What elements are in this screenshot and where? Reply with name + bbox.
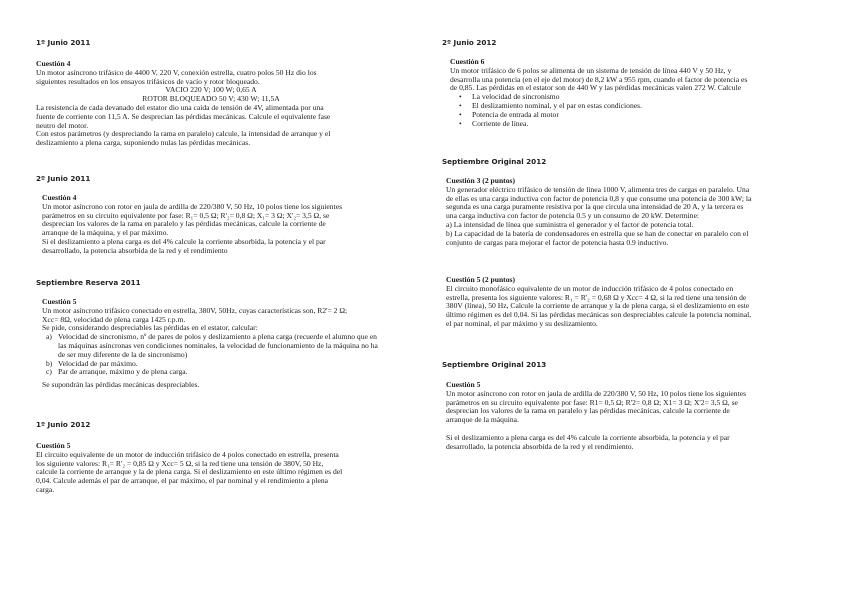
text-line: conjunto de cargas para mejorar el factor de potencia hasta 0.9 inductivo. <box>446 237 669 247</box>
question-title: Cuestión 6 <box>450 57 485 66</box>
text-line: de ellas es una carga inductiva con factor de potencia 0,8 y que consume una potencia de 300 kW; la <box>446 193 752 203</box>
text-line: siguientes resultados en los ensayos trifásicos de vacío y rotor bloqueado. <box>36 76 260 86</box>
problem-block <box>36 442 386 495</box>
text-line: Un motor trifásico de 6 polos se alimenta de un sistema de tensión de línea 440 V y 50 Hz, y <box>450 65 732 75</box>
question-title: Cuestión 5 <box>446 380 481 389</box>
question-title: Cuestión 5 <box>42 297 77 306</box>
question-title: Cuestión 5 <box>36 441 71 450</box>
text-line: parámetros en su circuito equivalente por fase: R1= 0,5 Ω; R'2= 0,8 Ω; X1= 3 Ω; X'2= 3,5 Ω, se <box>446 397 738 407</box>
text-line: Si el deslizamiento a plena carga es del 4% calcule la corriente absorbida, la potencia y el par <box>446 432 730 442</box>
section-heading: 2º Junio 2011 <box>36 174 91 183</box>
test-data-line: ROTOR BLOQUEADO 50 V; 430 W; 11,5A <box>142 94 280 104</box>
text-line: Un generador eléctrico trifásico de tensión de línea 1000 V, alimenta tres de cargas en paralelo. Una <box>446 184 750 194</box>
text-line: neutro del motor. <box>36 120 89 130</box>
problem-block <box>42 298 382 390</box>
section-heading: Septiembre Reserva 2011 <box>36 278 141 287</box>
text-line: desprecian los valores de la rama en paralelo y las pérdidas mecánicas, calcule la corriente de <box>446 406 730 416</box>
text-line: Un motor asíncrono trifásico conectado en estrella, 380V, 50Hz, cuyas características son, R2'= 2 Ω; <box>42 305 348 315</box>
text-line: último régimen es del 0,04. Si las pérdidas mecánicas son despreciables calcule la potencia nominal, <box>446 310 752 320</box>
test-data-line: VACIO 220 V; 100 W; 0,65 A <box>165 85 257 95</box>
list-item: c) Par de arranque, máximo y de plena carga. <box>46 367 188 377</box>
problem-block <box>446 177 812 247</box>
text-line: 0,04. Calcule además el par de arranque, el par máximo, el par nominal y el rendimiento a plena <box>36 476 329 486</box>
text-line: desarrollado, la potencia absorbida de la red y el rendimiento. <box>446 441 634 451</box>
text-line: El circuito equivalente de un motor de inducción trifásico de 4 polos conectado en estrella, presenta <box>36 449 339 459</box>
text-line: Si el deslizamiento a plena carga es del 4% calcule la corriente absorbida, la potencia y el par <box>42 236 326 246</box>
problem-block <box>42 194 382 256</box>
problem-block <box>446 381 812 452</box>
section-heading: 1º Junio 2012 <box>36 420 91 429</box>
list-item: a) Velocidad de sincronismo, nº de pares de polos y deslizamiento a plena carga (recuerde el alumno que en las máquinas asíncronas ven condiciones nominales, la velocidad de funcionamiento de la máquina no ha de ser muy diferente de la de sincronismo) <box>46 332 378 359</box>
question-title: Cuestión 5 (2 puntos) <box>446 275 515 284</box>
text-line: Un motor asíncrono trifásico de 4400 V, 220 V, conexión estrella, cuatro polos 50 Hz dio los <box>36 67 317 77</box>
text-line: fuente de corriente con 11,5 A. Se desprecian las pérdidas mecánicas. Calcule el equivalente fase <box>36 111 331 121</box>
question-title: Cuestión 4 <box>36 59 71 68</box>
text-line: La resistencia de cada devanado del estator dio una caída de tensión de 4V, alimentada por una <box>36 102 324 112</box>
list-item: • La velocidad de sincronismo <box>472 93 812 102</box>
bullet-list <box>450 93 812 128</box>
section-heading: Septiembre Original 2012 <box>442 157 547 166</box>
question-items <box>42 333 382 377</box>
text-line: arranque de la máquina. <box>446 415 519 425</box>
text-line: b) La capacidad de la batería de condensadores en estrella que se han de conectar en paralelo con el <box>446 228 749 238</box>
list-item: • Potencia de entrada al motor <box>472 111 812 120</box>
text-line: Xcc= 8Ω, velocidad de plena carga 1425 r.p.m. <box>42 314 186 324</box>
text-line: desarrollado, la potencia absorbida de la red y el rendimiento <box>42 245 228 255</box>
text-line: segunda es una carga puramente resistiva por la que circula una intensidad de 20 A, y la tercera es <box>446 202 744 212</box>
list-item: b) Velocidad de par máximo. <box>46 358 138 368</box>
text-line: carga. <box>36 484 55 494</box>
text-line: de 0,85. Las pérdidas en el estator son de 440 W y las pérdidas mecánicas valen 272 W. Calcule <box>450 83 741 93</box>
text-line: el par nominal, el par máximo y su deslizamiento. <box>446 318 598 328</box>
list-item: • Corriente de línea. <box>472 120 812 129</box>
text-line: Un motor asíncrono con rotor en jaula de ardilla de 220/380 V, 50 Hz, 10 polos tiene los siguientes <box>42 201 343 211</box>
question-title: Cuestión 4 <box>42 193 77 202</box>
text-line: 380V (línea), 50 Hz, Calcule la corriente de arranque y la de plena carga, si el deslizamiento en este <box>446 301 750 311</box>
text-line: los siguiente valores: R₁= R'₂ = 0,85 Ω y Xcc= 5 Ω, si la red tiene una tensión de 380V, 50 Hz, <box>36 458 324 468</box>
text-line: Con estos parámetros (y despreciando la rama en paralelo) calcule, la intensidad de arranque y el <box>36 129 331 139</box>
text-line: Se supondrán las pérdidas mecánicas despreciables. <box>42 380 200 390</box>
section-heading: 2º Junio 2012 <box>442 38 497 47</box>
text-line: El circuito monofásico equivalente de un motor de inducción trifásico de 4 polos conectado en <box>446 283 734 293</box>
text-line: desarrolla una potencia (en el eje del motor) de 8,2 kW a 955 rpm, cuando el factor de potencia es <box>450 74 748 84</box>
text-line: Un motor asíncrono con rotor en jaula de ardilla de 220/380 V, 50 Hz, 10 polos tiene los siguientes <box>446 388 747 398</box>
list-item: • El deslizamiento nominal, y el par en estas condiciones. <box>472 102 812 111</box>
problem-block <box>36 60 386 148</box>
question-title: Cuestión 3 (2 puntos) <box>446 176 515 185</box>
text-line: arranque de la máquina, y el par máximo. <box>42 228 169 238</box>
text-line: a) La intensidad de línea que suministra el generador y el factor de potencia total. <box>446 219 694 229</box>
section-heading: Septiembre Original 2013 <box>442 360 547 369</box>
problem-block <box>450 58 812 128</box>
text-line: calcule la corriente de arranque y la de plena carga. Si el deslizamiento en este último régimen es del <box>36 467 343 477</box>
text-line: desprecian los valores de la rama en paralelo y las pérdidas mecánicas, calcule la corriente de <box>42 219 326 229</box>
text-line: estrella, presenta los siguiente valores: R₁ = R'₂ = 0,68 Ω y Xcc= 4 Ω, si la red tiene una tensión de <box>446 292 747 302</box>
text-line: parámetros en su circuito equivalente por fase: R₁= 0,5 Ω; R'₂= 0,8 Ω; X₁= 3 Ω; X'₂= 3,5 Ω, se <box>42 210 330 220</box>
problem-block <box>446 276 812 329</box>
section-heading: 1º Junio 2011 <box>36 38 91 47</box>
text-line: una carga inductiva con factor de potencia 0.5 y un consumo de 20 kW. Determine: <box>446 211 700 221</box>
text-line: Se pide, considerando despreciables las pérdidas en el estator, calcular: <box>42 323 258 333</box>
text-line: deslizamiento a plena carga, suponiendo nulas las pérdidas mecánicas. <box>36 138 251 148</box>
